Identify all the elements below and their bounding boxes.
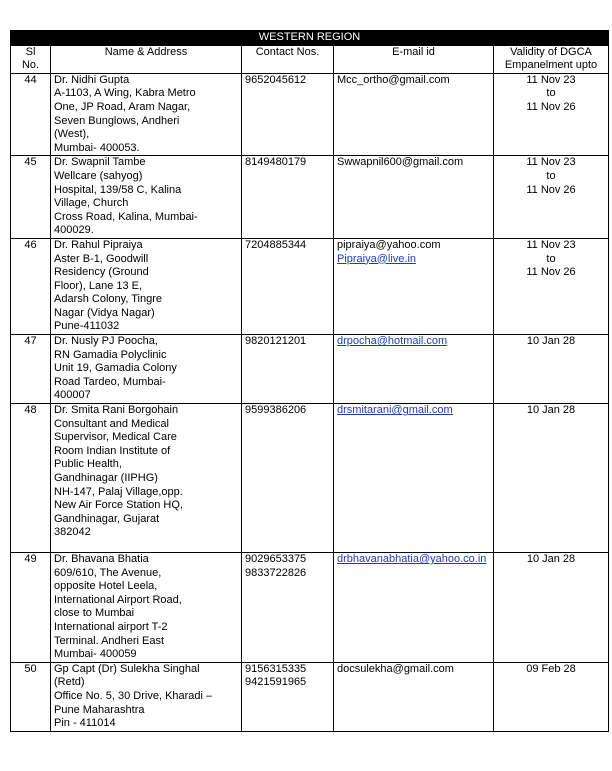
contact-numbers: 8149480179 <box>242 156 334 239</box>
name-address: Dr. Nidhi Gupta A-1103, A Wing, Kabra Metro One, JP Road, Aram Nagar, Seven Bunglows, Andheri (West), Mumbai- 400053. <box>51 73 242 156</box>
sl-number: 45 <box>11 156 51 239</box>
name-address: Dr. Swapnil Tambe Wellcare (sahyog) Hospital, 139/58 C, Kalina Village, Church Cross Road, Kalina, Mumbai- 400029. <box>51 156 242 239</box>
table-row <box>11 404 609 553</box>
contact-numbers: 9820121201 <box>242 335 334 404</box>
table-row <box>11 662 609 731</box>
validity-date: 10 Jan 28 <box>494 335 609 404</box>
table-body <box>11 73 609 731</box>
empanelment-table <box>10 30 609 732</box>
email-link[interactable]: drsmitarani@gmail.com <box>337 404 453 417</box>
email-text: pipraiya@yahoo.com <box>337 238 441 251</box>
table-row <box>11 335 609 404</box>
name-address: Dr. Nusly PJ Poocha, RN Gamadia Polyclinic Unit 19, Gamadia Colony Road Tardeo, Mumbai- 400007 <box>51 335 242 404</box>
header-sl-no: Sl No. <box>11 45 51 73</box>
email-cell <box>334 404 494 553</box>
sl-number: 46 <box>11 238 51 334</box>
sl-number: 44 <box>11 73 51 156</box>
contact-numbers: 9652045612 <box>242 73 334 156</box>
name-address: Dr. Rahul Pipraiya Aster B-1, Goodwill Residency (Ground Floor), Lane 13 E, Adarsh Colony, Tingre Nagar (Vidya Nagar) Pune-411032 <box>51 238 242 334</box>
region-heading: WESTERN REGION <box>11 31 609 46</box>
contact-numbers: 9599386206 <box>242 404 334 553</box>
contact-numbers: 7204885344 <box>242 238 334 334</box>
validity-date: 09 Feb 28 <box>494 662 609 731</box>
email-cell <box>334 662 494 731</box>
name-address: Dr. Smita Rani Borgohain Consultant and Medical Supervisor, Medical Care Room Indian Institute of Public Health, Gandhinagar (IIPHG) NH-147, Palaj Village,opp. New Air Force Station HQ, Gandhinagar, Gujarat 382042 <box>51 404 242 553</box>
email-cell <box>334 156 494 239</box>
email-cell <box>334 73 494 156</box>
header-contact: Contact Nos. <box>242 45 334 73</box>
email-link[interactable]: drpocha@hotmail.com <box>337 335 448 348</box>
header-email: E-mail id <box>334 45 494 73</box>
contact-numbers: 9029653375 9833722826 <box>242 553 334 663</box>
sl-number: 49 <box>11 553 51 663</box>
name-address: Gp Capt (Dr) Sulekha Singhal (Retd) Office No. 5, 30 Drive, Kharadi – Pune Maharashtra Pin - 411014 <box>51 662 242 731</box>
email-cell <box>334 335 494 404</box>
validity-date: 11 Nov 23 to 11 Nov 26 <box>494 156 609 239</box>
contact-numbers: 9156315335 9421591965 <box>242 662 334 731</box>
sl-number: 48 <box>11 404 51 553</box>
email-link[interactable]: drbhavanabhatia@yahoo.co.in <box>337 553 487 566</box>
email-link[interactable]: Pipraiya@live.in <box>337 252 417 265</box>
email-text: docsulekha@gmail.com <box>337 662 454 675</box>
validity-date: 10 Jan 28 <box>494 404 609 553</box>
table-row <box>11 553 609 663</box>
validity-date: 10 Jan 28 <box>494 553 609 663</box>
name-address: Dr. Bhavana Bhatia 609/610, The Avenue, opposite Hotel Leela, International Airport Road, close to Mumbai International airport T-2 Terminal. Andheri East Mumbai- 400059 <box>51 553 242 663</box>
email-text: Mcc_ortho@gmail.com <box>337 73 450 86</box>
email-text: Swwapnil600@gmail.com <box>337 156 464 169</box>
table-row <box>11 156 609 239</box>
sl-number: 50 <box>11 662 51 731</box>
validity-date: 11 Nov 23 to 11 Nov 26 <box>494 238 609 334</box>
header-name-address: Name & Address <box>51 45 242 73</box>
table-row <box>11 73 609 156</box>
table-row <box>11 238 609 334</box>
header-validity: Validity of DGCA Empanelment upto <box>494 45 609 73</box>
email-cell <box>334 553 494 663</box>
sl-number: 47 <box>11 335 51 404</box>
email-cell <box>334 238 494 334</box>
validity-date: 11 Nov 23 to 11 Nov 26 <box>494 73 609 156</box>
